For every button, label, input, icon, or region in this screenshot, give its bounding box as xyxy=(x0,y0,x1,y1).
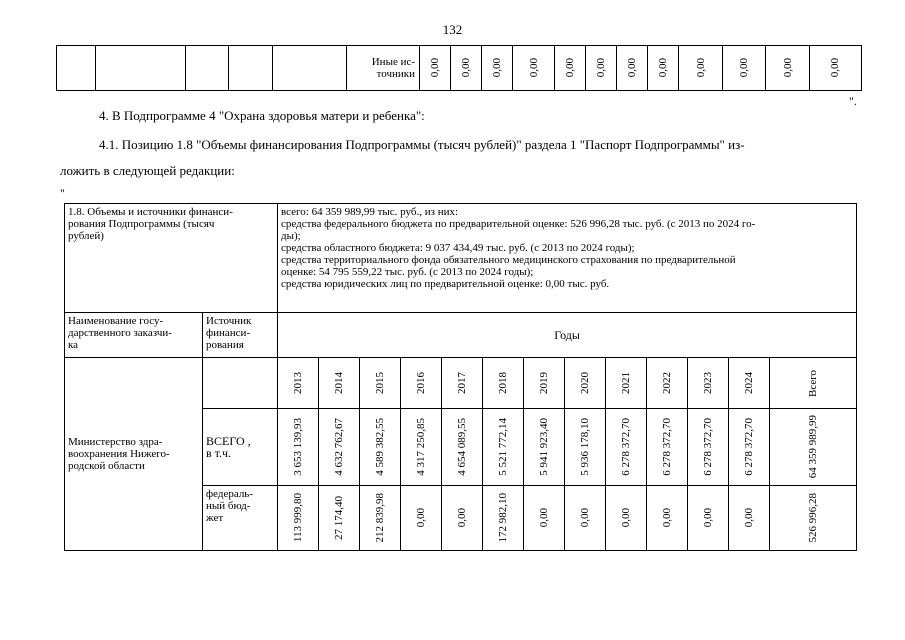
total-value-cell: 6 278 372,70 xyxy=(647,409,688,486)
header-source: Источник финанси- рования xyxy=(203,313,278,358)
year-cell: 2020 xyxy=(565,358,606,409)
total-value-cell: 3 653 139,93 xyxy=(278,409,319,486)
source-label-cell: Иные ис- точники xyxy=(347,46,420,91)
year-cell: 2015 xyxy=(360,358,401,409)
value-cell: 0,00 xyxy=(585,46,616,91)
continuation-table xyxy=(56,45,862,91)
total-value-cell: 4 589 382,55 xyxy=(360,409,401,486)
header-years: Годы xyxy=(278,313,857,358)
federal-value-cell: 27 174,40 xyxy=(319,486,360,551)
total-value-cell: 6 278 372,70 xyxy=(729,409,770,486)
federal-value-cell-sum: 526 996,28 xyxy=(770,486,857,551)
federal-value-cell: 0,00 xyxy=(524,486,565,551)
empty-cell xyxy=(229,46,273,91)
empty-cell xyxy=(185,46,229,91)
page-number: 132 xyxy=(442,22,463,37)
year-cell: 2018 xyxy=(483,358,524,409)
total-value-cell: 4 632 762,67 xyxy=(319,409,360,486)
total-value-cell: 5 941 923,40 xyxy=(524,409,565,486)
year-cell: 2017 xyxy=(442,358,483,409)
year-cell: 2013 xyxy=(278,358,319,409)
header-customer: Наименование госу- дарственного заказчи- ка xyxy=(65,313,203,358)
year-cell: 2016 xyxy=(401,358,442,409)
federal-value-cell: 0,00 xyxy=(729,486,770,551)
empty-source-cell xyxy=(203,358,278,409)
summary-fund: средства территориального фонда обязательного медицинского страхования по предварительной оценке: 54 795 559,22 тыс. руб. (с 2013 по 2024 годы); xyxy=(281,254,736,278)
year-cell: 2022 xyxy=(647,358,688,409)
value-cell: 0,00 xyxy=(513,46,554,91)
summary-total: всего: 64 359 989,99 тыс. руб., из них: xyxy=(281,206,459,218)
summary-federal: средства федерального бюджета по предварительной оценке: 526 996,28 тыс. руб. (с 2013 по 2024 го- ды); xyxy=(281,218,756,242)
value-cell: 0,00 xyxy=(554,46,585,91)
value-cell: 0,00 xyxy=(809,46,861,91)
year-cell: 2024 xyxy=(729,358,770,409)
financing-table xyxy=(64,203,857,551)
federal-value-cell: 0,00 xyxy=(606,486,647,551)
year-cell: 2014 xyxy=(319,358,360,409)
federal-value-cell: 0,00 xyxy=(688,486,729,551)
federal-value-cell: 0,00 xyxy=(565,486,606,551)
federal-value-cell: 0,00 xyxy=(442,486,483,551)
federal-value-cell: 212 839,98 xyxy=(360,486,401,551)
summary-regional: средства областного бюджета: 9 037 434,49 тыс. руб. (с 2013 по 2024 годы); xyxy=(281,242,635,254)
total-value-cell: 4 654 089,55 xyxy=(442,409,483,486)
total-value-cell-sum: 64 359 989,99 xyxy=(770,409,857,486)
value-cell: 0,00 xyxy=(451,46,482,91)
federal-value-cell: 0,00 xyxy=(401,486,442,551)
federal-value-cell: 172 982,10 xyxy=(483,486,524,551)
value-cell: 0,00 xyxy=(482,46,513,91)
closing-quote: ". xyxy=(849,94,857,108)
source-federal-cell: федераль- ный бюд- жет xyxy=(203,486,278,551)
value-cell: 0,00 xyxy=(679,46,723,91)
paragraph-position-1-8: 4.1. Позицию 1.8 "Объемы финансирования Подпрограммы (тысяч рублей)" раздела 1 "Паспорт Подпрограммы" из- xyxy=(99,137,745,152)
year-cell: 2021 xyxy=(606,358,647,409)
year-cell-total: Всего xyxy=(770,358,857,409)
value-cell: 0,00 xyxy=(420,46,451,91)
year-cell: 2019 xyxy=(524,358,565,409)
total-value-cell: 4 317 250,85 xyxy=(401,409,442,486)
total-value-cell: 6 278 372,70 xyxy=(688,409,729,486)
summary-cell xyxy=(278,204,857,313)
federal-value-cell: 113 999,80 xyxy=(278,486,319,551)
total-value-cell: 5 521 772,14 xyxy=(483,409,524,486)
empty-cell xyxy=(272,46,347,91)
total-value-cell: 5 936 178,10 xyxy=(565,409,606,486)
value-cell: 0,00 xyxy=(722,46,766,91)
federal-value-cell: 0,00 xyxy=(647,486,688,551)
empty-cell xyxy=(96,46,185,91)
paragraph-position-1-8-cont: ложить в следующей редакции: xyxy=(60,163,235,178)
summary-legal: средства юридических лиц по предварительной оценке: 0,00 тыс. руб. xyxy=(281,278,610,290)
value-cell: 0,00 xyxy=(648,46,679,91)
total-value-cell: 6 278 372,70 xyxy=(606,409,647,486)
value-cell: 0,00 xyxy=(617,46,648,91)
opening-quote: " xyxy=(60,186,65,200)
empty-cell xyxy=(57,46,96,91)
year-cell: 2023 xyxy=(688,358,729,409)
position-label-cell: 1.8. Объемы и источники финанси- рования Подпрограммы (тысяч рублей) xyxy=(65,204,278,313)
value-cell: 0,00 xyxy=(766,46,810,91)
paragraph-subprogram-4: 4. В Подпрограмме 4 "Охрана здоровья матери и ребенка": xyxy=(99,108,425,123)
source-total-cell: ВСЕГО , в т.ч. xyxy=(203,409,278,486)
customer-cell: Министерство здра- воохранения Нижего- родской области xyxy=(65,358,203,551)
